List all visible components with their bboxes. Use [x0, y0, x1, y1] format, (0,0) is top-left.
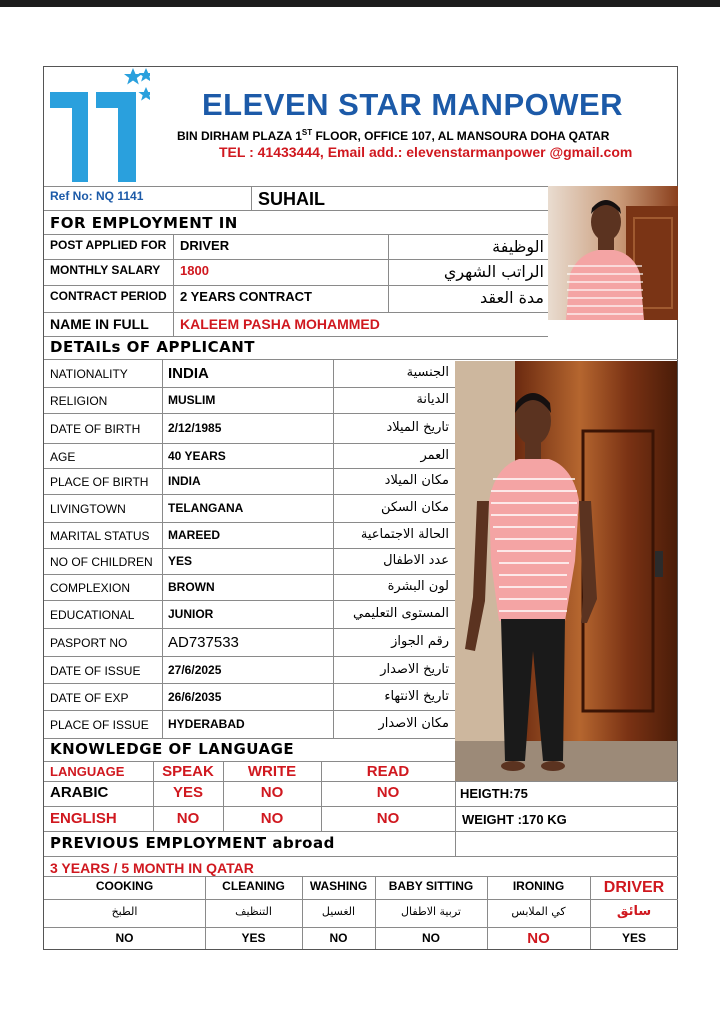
height-value: HEIGTH:75 — [460, 786, 528, 801]
grid-line-vertical — [333, 443, 334, 468]
details-row-arabic: مكان الميلاد — [384, 473, 449, 488]
employment-row-label: CONTRACT PERIOD — [50, 289, 167, 303]
language-cell-language: ENGLISH — [50, 810, 117, 827]
applicant-full-body-photo — [455, 361, 677, 781]
skill-arabic: تربية الاطفال — [401, 905, 461, 918]
skill-arabic: الطبخ — [111, 905, 138, 918]
details-row-value: YES — [168, 554, 193, 568]
grid-line-vertical — [333, 468, 334, 494]
grid-line-vertical — [333, 600, 334, 628]
grid-line-horizontal — [44, 656, 455, 657]
logo-eleven-stars-graphic — [50, 66, 150, 184]
skill-value: NO — [527, 930, 550, 947]
details-row-label: PASPORT NO — [50, 636, 128, 650]
skill-name: BABY SITTING — [388, 879, 474, 893]
grid-line-vertical — [333, 387, 334, 413]
skill-arabic: سائق — [616, 904, 652, 919]
grid-line-horizontal — [44, 413, 455, 414]
details-row-value: AD737533 — [168, 634, 239, 651]
details-row-arabic: العمر — [420, 448, 449, 463]
grid-line-vertical — [162, 468, 163, 494]
grid-line-horizontal — [44, 600, 455, 601]
grid-line-vertical — [333, 710, 334, 738]
grid-line-vertical — [173, 259, 174, 285]
skill-name: DRIVER — [603, 879, 665, 896]
details-row-arabic: الجنسية — [406, 365, 449, 380]
address-part2: FLOOR, OFFICE 107, AL MANSOURA DOHA QATAR — [312, 129, 610, 143]
employment-row-value: 2 YEARS CONTRACT — [180, 289, 312, 304]
skill-name: IRONING — [512, 879, 565, 893]
grid-line-vertical — [333, 628, 334, 656]
details-row-label: DATE OF ISSUE — [50, 664, 141, 678]
language-cell-speak: YES — [172, 784, 203, 801]
skill-value: NO — [422, 931, 440, 945]
details-row-label: AGE — [50, 450, 76, 464]
grid-line-vertical — [162, 359, 163, 387]
details-row-value: 26/6/2035 — [168, 690, 222, 704]
grid-line-vertical — [162, 443, 163, 468]
language-cell-language: ARABIC — [50, 784, 109, 801]
company-contact: TEL : 41433444, Email add.: elevenstarmanpower @gmail.com — [219, 144, 633, 160]
grid-line-vertical — [333, 494, 334, 522]
address-sup: ST — [301, 128, 313, 137]
company-name: ELEVEN STAR MANPOWER — [202, 87, 624, 122]
details-row-label: DATE OF BIRTH — [50, 422, 141, 436]
employment-row-arabic: الوظيفة — [492, 237, 544, 256]
details-row-value: INDIA — [168, 365, 209, 382]
details-row-arabic: مكان الاصدار — [378, 716, 449, 731]
grid-line-vertical — [162, 656, 163, 683]
address-part1: BIN DIRHAM PLAZA 1 — [177, 129, 302, 143]
language-cell-speak: NO — [176, 810, 200, 827]
details-row-arabic: عدد الاطفال — [383, 553, 449, 568]
language-header-cell: SPEAK — [162, 763, 214, 780]
language-cell-write: NO — [260, 784, 284, 801]
details-row-arabic: تاريخ الاصدار — [380, 662, 449, 677]
grid-line-vertical — [333, 522, 334, 548]
applicant-short-name: SUHAIL — [258, 189, 325, 209]
details-row-arabic: الحالة الاجتماعية — [360, 527, 449, 542]
details-row-value: BROWN — [168, 580, 215, 594]
grid-line-vertical — [173, 234, 174, 259]
grid-line-vertical — [162, 683, 163, 710]
company-address — [177, 126, 609, 143]
details-row-value: HYDERABAD — [168, 717, 245, 731]
employment-row-label: POST APPLIED FOR — [50, 238, 167, 252]
grid-line-horizontal — [44, 522, 455, 523]
employment-row-label: MONTHLY SALARY — [50, 263, 161, 277]
details-row-label: LIVINGTOWN — [50, 502, 126, 516]
details-row-label: EDUCATIONAL — [50, 608, 135, 622]
details-row-label: RELIGION — [50, 394, 108, 408]
skill-value: NO — [115, 931, 134, 945]
language-cell-write: NO — [260, 810, 284, 827]
grid-line-horizontal — [44, 443, 455, 444]
grid-line-horizontal — [44, 628, 455, 629]
grid-line-vertical — [388, 234, 389, 259]
skill-name: CLEANING — [222, 879, 285, 893]
applicant-portrait-photo — [548, 186, 678, 320]
details-section-title: DETAILs OF APPLICANT — [50, 338, 256, 356]
language-header-cell: READ — [366, 763, 410, 780]
language-cell-read: NO — [376, 784, 400, 801]
details-row-arabic: تاريخ الانتهاء — [384, 689, 449, 704]
details-row-label: DATE OF EXP — [50, 691, 129, 705]
grid-line-vertical — [162, 548, 163, 574]
details-row-value: TELANGANA — [168, 501, 244, 515]
details-row-arabic: رقم الجواز — [391, 634, 449, 649]
details-row-value: 40 YEARS — [168, 449, 226, 463]
grid-line-vertical — [162, 413, 163, 443]
grid-line-vertical — [388, 285, 389, 312]
company-logo — [50, 66, 150, 184]
top-dark-bar — [0, 0, 720, 7]
details-row-value: JUNIOR — [168, 607, 214, 621]
skill-name: WASHING — [309, 879, 368, 893]
grid-line-horizontal — [44, 387, 455, 388]
grid-line-vertical — [162, 574, 163, 600]
employment-row-arabic: مدة العقد — [480, 288, 544, 307]
language-section-title: KNOWLEDGE OF LANGUAGE — [50, 740, 295, 758]
employment-row-value: DRIVER — [180, 238, 230, 253]
details-row-label: COMPLEXION — [50, 581, 131, 595]
details-row-label: MARITAL STATUS — [50, 529, 150, 543]
language-cell-read: NO — [376, 810, 400, 827]
grid-line-horizontal — [44, 710, 455, 711]
grid-line-vertical — [162, 710, 163, 738]
full-name-label: NAME IN FULL — [50, 316, 149, 332]
grid-line-vertical — [162, 628, 163, 656]
skill-name: COOKING — [95, 879, 154, 893]
grid-line-vertical — [162, 600, 163, 628]
grid-line-horizontal — [44, 468, 455, 469]
details-row-arabic: المستوى التعليمي — [353, 606, 449, 621]
grid-line-vertical — [333, 548, 334, 574]
grid-line-horizontal — [44, 683, 455, 684]
grid-line-horizontal — [44, 899, 678, 900]
skill-arabic: التنظيف — [235, 905, 272, 918]
details-row-arabic: مكان السكن — [380, 500, 449, 515]
employment-row-arabic: الراتب الشهري — [443, 262, 544, 281]
details-row-arabic: لون البشرة — [387, 579, 449, 594]
grid-line-vertical — [173, 285, 174, 312]
details-row-value: 27/6/2025 — [168, 663, 222, 677]
grid-line-vertical — [333, 574, 334, 600]
grid-line-vertical — [162, 387, 163, 413]
skill-arabic: الغسيل — [321, 905, 356, 918]
skill-arabic: كي الملابس — [511, 905, 566, 918]
weight-value: WEIGHT :170 KG — [462, 812, 567, 827]
details-row-label: PLACE OF ISSUE — [50, 718, 149, 732]
details-row-value: MAREED — [168, 528, 221, 542]
language-header-cell: WRITE — [247, 763, 297, 780]
skill-value: YES — [241, 931, 266, 945]
details-row-label: NATIONALITY — [50, 367, 128, 381]
previous-duration: 3 YEARS / 5 MONTH IN QATAR — [50, 860, 254, 876]
employment-row-value: 1800 — [180, 263, 209, 278]
details-row-value: 2/12/1985 — [168, 421, 222, 435]
previous-section-title: PREVIOUS EMPLOYMENT abroad — [50, 834, 335, 852]
grid-line-vertical — [162, 494, 163, 522]
details-row-arabic: تاريخ الميلاد — [386, 420, 449, 435]
ref-number: Ref No: NQ 1141 — [50, 189, 144, 203]
grid-line-horizontal — [44, 494, 455, 495]
employment-section-title: FOR EMPLOYMENT IN — [50, 214, 238, 232]
details-row-value: INDIA — [168, 474, 201, 488]
details-row-label: PLACE OF BIRTH — [50, 475, 149, 489]
grid-line-vertical — [333, 359, 334, 387]
full-name-value: KALEEM PASHA MOHAMMED — [180, 316, 380, 332]
details-row-label: NO OF CHILDREN — [50, 555, 153, 569]
grid-line-horizontal — [44, 927, 678, 928]
grid-line-horizontal — [44, 285, 548, 286]
grid-line-vertical — [388, 259, 389, 285]
details-row-arabic: الديانة — [416, 392, 449, 407]
grid-line-vertical — [333, 683, 334, 710]
grid-line-horizontal — [44, 259, 548, 260]
grid-line-horizontal — [44, 574, 455, 575]
grid-line-horizontal — [44, 548, 455, 549]
details-row-value: MUSLIM — [168, 393, 216, 407]
skill-value: NO — [329, 931, 348, 945]
grid-line-vertical — [333, 413, 334, 443]
language-header-cell: LANGUAGE — [50, 764, 125, 779]
grid-line-vertical — [162, 522, 163, 548]
grid-line-vertical — [333, 656, 334, 683]
skill-value: YES — [621, 931, 646, 945]
